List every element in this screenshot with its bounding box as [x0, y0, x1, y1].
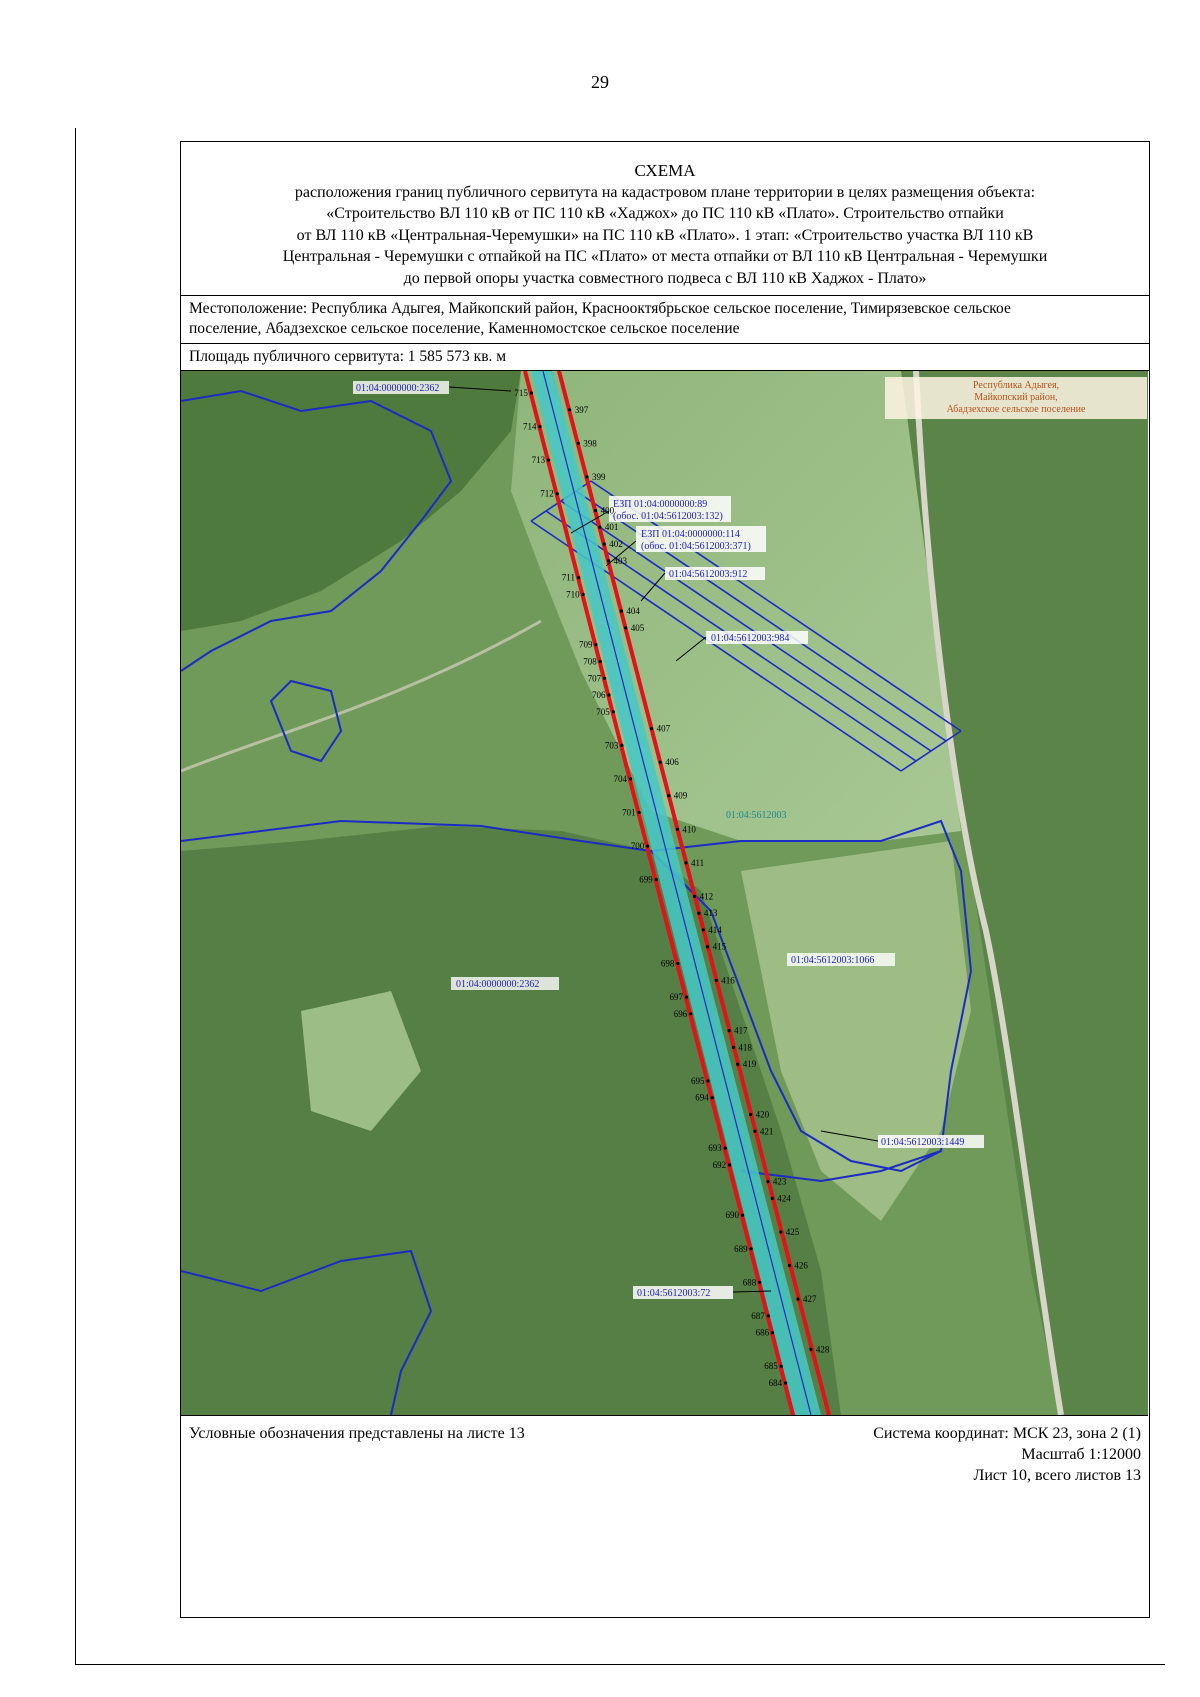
vertex-label: 427 — [803, 1294, 817, 1305]
title-block — [181, 142, 1149, 296]
vertex-point — [732, 1046, 735, 1049]
vertex-point — [741, 1214, 744, 1217]
vertex-label: 708 — [583, 656, 597, 667]
vertex-label: 686 — [755, 1327, 770, 1338]
vertex-point — [796, 1298, 799, 1301]
vertex-point — [676, 828, 679, 831]
region-label-line-3: Абадзехское сельское поселение — [946, 404, 1086, 415]
vertex-label: 704 — [613, 773, 627, 784]
vertex-point — [758, 1281, 761, 1284]
title-line-1: расположения границ публичного сервитута на кадастровом плане территории в целях размещения объекта: — [294, 183, 1036, 201]
bottom-margin-rule — [75, 1664, 1165, 1665]
vertex-point — [629, 777, 632, 780]
vertex-point — [780, 1365, 783, 1368]
vertex-point — [659, 761, 662, 764]
region-label-line-1: Республика Адыгея, — [972, 380, 1060, 391]
map-view[interactable] — [181, 371, 1148, 1416]
vertex-point — [612, 710, 615, 713]
cadastral-label-984: 01:04:5612003:984 — [711, 633, 790, 644]
vertex-point — [753, 1130, 756, 1133]
vertex-label: 401 — [604, 522, 619, 533]
map-scale: Масштаб 1:12000 — [1021, 1446, 1141, 1463]
vertex-label: 397 — [574, 404, 589, 415]
vertex-point — [749, 1113, 752, 1116]
vertex-label: 407 — [656, 723, 671, 734]
vertex-point — [620, 610, 623, 613]
vertex-label: 689 — [734, 1243, 748, 1254]
vertex-label: 417 — [734, 1025, 748, 1036]
vertex-point — [538, 425, 541, 428]
vertex-label: 711 — [561, 572, 575, 583]
vertex-label: 703 — [604, 740, 619, 751]
vertex-label: 416 — [721, 975, 735, 986]
vertex-point — [788, 1264, 791, 1267]
vertex-point — [620, 744, 623, 747]
vertex-point — [724, 1147, 727, 1150]
vertex-label: 688 — [742, 1277, 757, 1288]
vertex-point — [697, 912, 700, 915]
title-line-3: от ВЛ 110 кВ «Центральная-Черемушки» на ПС 110 кВ «Плато». 1 этап: «Строительство участка ВЛ 110 кВ — [296, 226, 1034, 244]
vertex-label: 709 — [579, 639, 593, 650]
vertex-point — [547, 459, 550, 462]
vertex-label: 687 — [751, 1310, 765, 1321]
vertex-point — [689, 1012, 692, 1015]
vertex-point — [607, 559, 610, 562]
vertex-point — [702, 928, 705, 931]
vertex-point — [646, 845, 649, 848]
vertex-label: 402 — [609, 539, 623, 549]
vertex-label: 714 — [523, 421, 537, 432]
vertex-point — [530, 391, 533, 394]
vertex-point — [728, 1163, 731, 1166]
map-sheet-frame — [180, 141, 1150, 1618]
vertex-label: 413 — [703, 908, 718, 919]
vertex-label: 411 — [691, 857, 705, 868]
vertex-point — [599, 660, 602, 663]
vertex-point — [706, 1079, 709, 1082]
vertex-label: 695 — [691, 1076, 705, 1086]
vertex-label: 404 — [626, 606, 640, 617]
vertex-label: 403 — [613, 555, 627, 566]
servitude-area: Площадь публичного сервитута: 1 585 573 кв. м — [181, 344, 1149, 371]
location-line-1: Местоположение: Республика Адыгея, Майкопский район, Краснооктябрьское сельское поселение, Тимирязевское сельское — [189, 300, 1011, 317]
left-margin-rule — [75, 128, 76, 1665]
vertex-point — [585, 475, 588, 478]
vertex-label: 715 — [514, 388, 528, 398]
vertex-label: 692 — [712, 1159, 727, 1170]
vertex-label: 418 — [738, 1042, 752, 1053]
legend-note: Условные обозначения представлены на листе 13 — [189, 1425, 525, 1442]
vertex-point — [594, 643, 597, 646]
vertex-point — [711, 1096, 714, 1099]
cadastral-label-ezp89-sub: (обос. 01:04:5612003:132) — [613, 511, 723, 522]
vertex-label: 713 — [531, 455, 546, 466]
vertex-label: 693 — [708, 1143, 722, 1154]
title-line-4: Центральная - Черемушки с отпайкой на ПС «Плато» от места отпайки от ВЛ 110 кВ Центральная - Черемушки — [282, 248, 1048, 265]
sheet-info — [873, 1423, 1141, 1486]
coordinate-system: Система координат: МСК 23, зона 2 (1) — [873, 1425, 1141, 1442]
vertex-point — [568, 408, 571, 411]
vertex-point — [582, 593, 585, 596]
vertex-point — [771, 1197, 774, 1200]
vertex-point — [624, 626, 627, 629]
cadastral-label-912: 01:04:5612003:912 — [669, 569, 748, 580]
vertex-label: 409 — [673, 790, 688, 801]
location-block — [181, 296, 1149, 344]
vertex-label: 406 — [665, 757, 679, 768]
vertex-label: 706 — [592, 690, 606, 700]
title-line-2: «Строительство ВЛ 110 кВ от ПС 110 кВ «Хаджох» до ПС 110 кВ «Плато». Строительство отпайки — [326, 205, 1004, 222]
map-canvas[interactable] — [181, 371, 1148, 1415]
cadastral-label-1449: 01:04:5612003:1449 — [881, 1137, 965, 1148]
vertex-label: 684 — [768, 1378, 783, 1388]
vertex-point — [767, 1314, 770, 1317]
region-label — [885, 377, 1147, 419]
vertex-label: 701 — [622, 807, 636, 818]
vertex-point — [728, 1029, 731, 1032]
page-number: 29 — [591, 72, 609, 92]
vertex-label: 707 — [587, 673, 602, 684]
vertex-label: 699 — [639, 874, 653, 885]
vertex-label: 712 — [540, 488, 554, 499]
vertex-point — [577, 576, 580, 579]
vertex-point — [650, 727, 653, 730]
vertex-point — [607, 693, 610, 696]
vertex-point — [771, 1331, 774, 1334]
vertex-point — [684, 861, 687, 864]
cadastral-label-72: 01:04:5612003:72 — [637, 1288, 711, 1299]
vertex-point — [809, 1348, 812, 1351]
vertex-point — [577, 442, 580, 445]
vertex-label: 700 — [630, 841, 645, 852]
vertex-point — [706, 945, 709, 948]
vertex-label: 410 — [682, 824, 696, 835]
vertex-label: 705 — [596, 706, 610, 717]
vertex-label: 426 — [794, 1260, 808, 1271]
vertex-label: 428 — [815, 1344, 830, 1355]
vertex-point — [598, 526, 601, 529]
vertex-label: 400 — [600, 505, 615, 516]
vertex-point — [750, 1247, 753, 1250]
vertex-label: 694 — [695, 1092, 709, 1103]
vertex-label: 414 — [708, 924, 722, 935]
vertex-label: 697 — [669, 992, 683, 1003]
quarter-label: 01:04:5612003 — [726, 810, 787, 821]
vertex-point — [667, 794, 670, 797]
location-line-2: поселение, Абадзехское сельское поселение, Каменномостское сельское поселение — [189, 320, 740, 337]
vertex-label: 398 — [583, 438, 597, 449]
vertex-label: 685 — [764, 1361, 778, 1372]
vertex-point — [779, 1230, 782, 1233]
vertex-label: 690 — [725, 1210, 739, 1221]
region-label-line-2: Майкопский район, — [974, 392, 1058, 403]
vertex-label: 405 — [630, 622, 645, 633]
vertex-point — [693, 895, 696, 898]
vertex-label: 424 — [777, 1193, 791, 1204]
vertex-point — [715, 979, 718, 982]
vertex-label: 412 — [699, 891, 714, 902]
vertex-label: 425 — [785, 1227, 800, 1237]
title-heading: СХЕМА — [634, 161, 696, 180]
cadastral-label-ezp89: ЕЗП 01:04:0000000:89 — [613, 499, 708, 510]
vertex-label: 423 — [772, 1176, 787, 1187]
cadastral-label-ezp114-sub: (обос. 01:04:5612003:371) — [641, 541, 751, 552]
vertex-point — [594, 509, 597, 512]
vertex-point — [603, 542, 606, 545]
cadastral-label-2362-top: 01:04:0000000:2362 — [356, 383, 440, 394]
vertex-point — [655, 878, 658, 881]
vertex-point — [784, 1381, 787, 1384]
title-line-5: до первой опоры участка совместного подвеса с ВЛ 110 кВ Хаджох - Плато» — [403, 269, 927, 287]
vertex-label: 421 — [759, 1126, 774, 1137]
vertex-label: 698 — [660, 958, 675, 969]
vertex-point — [556, 492, 559, 495]
vertex-label: 415 — [712, 941, 727, 952]
cadastral-label-ezp114: ЕЗП 01:04:0000000:114 — [641, 529, 740, 540]
cadastral-label-2362-mid: 01:04:0000000:2362 — [456, 979, 540, 990]
cadastral-label-1066: 01:04:5612003:1066 — [791, 955, 875, 966]
vertex-point — [676, 962, 679, 965]
vertex-point — [736, 1063, 739, 1066]
vertex-point — [638, 811, 641, 814]
vertex-point — [685, 996, 688, 999]
vertex-label: 399 — [592, 471, 606, 482]
vertex-label: 696 — [673, 1008, 688, 1019]
vertex-label: 710 — [566, 589, 580, 600]
vertex-point — [766, 1180, 769, 1183]
vertex-point — [603, 677, 606, 680]
vertex-label: 420 — [755, 1109, 770, 1120]
sheet-number: Лист 10, всего листов 13 — [973, 1467, 1141, 1484]
vertex-label: 419 — [742, 1059, 757, 1070]
